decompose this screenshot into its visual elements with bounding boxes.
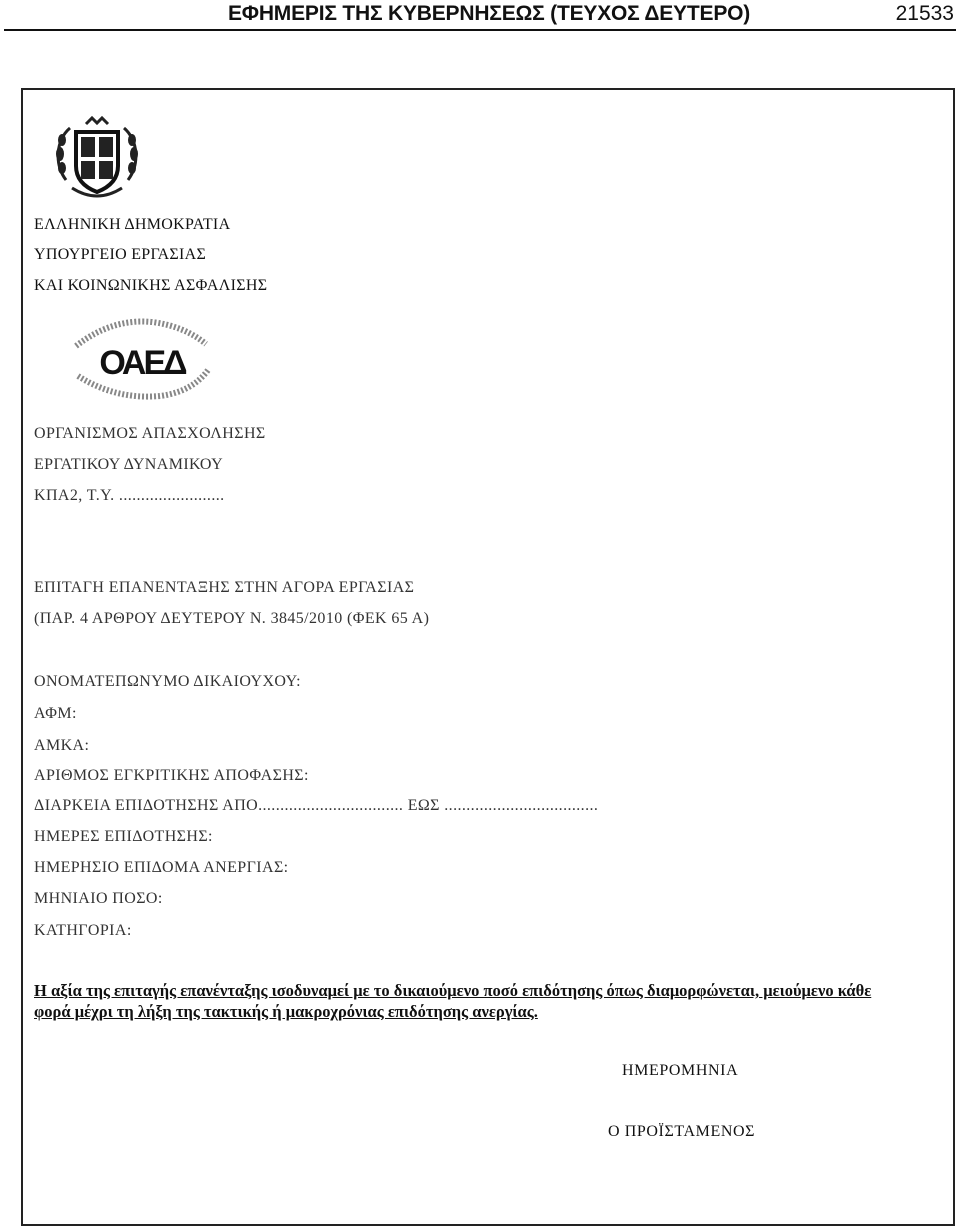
greek-coat-of-arms-icon — [52, 114, 142, 200]
page-number: 21533 — [895, 2, 954, 25]
document-subtitle: (ΠΑΡ. 4 ΑΡΘΡΟΥ ΔΕΥΤΕΡΟΥ Ν. 3845/2010 (ΦΕΚ 65 Α) — [34, 610, 430, 627]
value-notice-line-2: φορά μέχρι τη λήξη της τακτικής ή μακροχρόνιας επιδότησης ανεργίας. — [34, 1002, 538, 1021]
svg-text:ΟΑΕΔ: ΟΑΕΔ — [99, 344, 185, 382]
value-notice-line-1: Η αξία της επιταγής επανένταξης ισοδυναμεί με το δικαιούμενο ποσό επιδότησης όπως διαμορφώνεται, μειούμενο κάθε — [34, 981, 872, 1000]
agency-line-1: ΟΡΓΑΝΙΣΜΟΣ ΑΠΑΣΧΟΛΗΣΗΣ — [34, 425, 266, 442]
header-rule — [4, 29, 956, 31]
value-notice — [34, 980, 938, 1022]
field-afm: ΑΦΜ: — [34, 705, 77, 722]
signature-date-label: ΗΜΕΡΟΜΗΝΙΑ — [622, 1062, 739, 1079]
field-category: ΚΑΤΗΓΟΡΙΑ: — [34, 922, 132, 939]
org-line-ministry-2: ΚΑΙ ΚΟΙΝΩΝΙΚΗΣ ΑΣΦΑΛΙΣΗΣ — [34, 277, 268, 294]
org-line-republic: ΕΛΛΗΝΙΚΗ ΔΗΜΟΚΡΑΤΙΑ — [34, 216, 231, 233]
field-decision-number: ΑΡΙΘΜΟΣ ΕΓΚΡΙΤΙΚΗΣ ΑΠΟΦΑΣΗΣ: — [34, 767, 309, 784]
gazette-header — [0, 0, 960, 32]
field-beneficiary-name: ΟΝΟΜΑΤΕΠΩΝΥΜΟ ΔΙΚΑΙΟΥΧΟΥ: — [34, 673, 301, 690]
field-monthly-amount: ΜΗΝΙΑΙΟ ΠΟΣΟ: — [34, 890, 163, 907]
field-daily-allowance: ΗΜΕΡΗΣΙΟ ΕΠΙΔΟΜΑ ΑΝΕΡΓΙΑΣ: — [34, 859, 289, 876]
agency-line-2: ΕΡΓΑΤΙΚΟΥ ΔΥΝΑΜΙΚΟΥ — [34, 456, 224, 473]
document-title: ΕΠΙΤΑΓΗ ΕΠΑΝΕΝΤΑΞΗΣ ΣΤΗΝ ΑΓΟΡΑ ΕΡΓΑΣΙΑΣ — [34, 579, 415, 596]
agency-line-3: ΚΠΑ2, Τ.Υ. ........................ — [34, 487, 225, 504]
field-subsidy-duration: ΔΙΑΡΚΕΙΑ ΕΠΙΔΟΤΗΣΗΣ ΑΠΟ................................. ΕΩΣ ................................... — [34, 797, 599, 814]
oaed-logo-icon — [72, 312, 212, 402]
signature-head-label: Ο ΠΡΟΪΣΤΑΜΕΝΟΣ — [608, 1123, 756, 1140]
org-line-ministry: ΥΠΟΥΡΓΕΙΟ ΕΡΓΑΣΙΑΣ — [34, 246, 207, 263]
gazette-title: ΕΦΗΜΕΡΙΣ ΤΗΣ ΚΥΒΕΡΝΗΣΕΩΣ (ΤΕΥΧΟΣ ΔΕΥΤΕΡΟ) — [228, 2, 751, 25]
field-amka: ΑΜΚΑ: — [34, 737, 90, 754]
field-subsidy-days: ΗΜΕΡΕΣ ΕΠΙΔΟΤΗΣΗΣ: — [34, 828, 213, 845]
